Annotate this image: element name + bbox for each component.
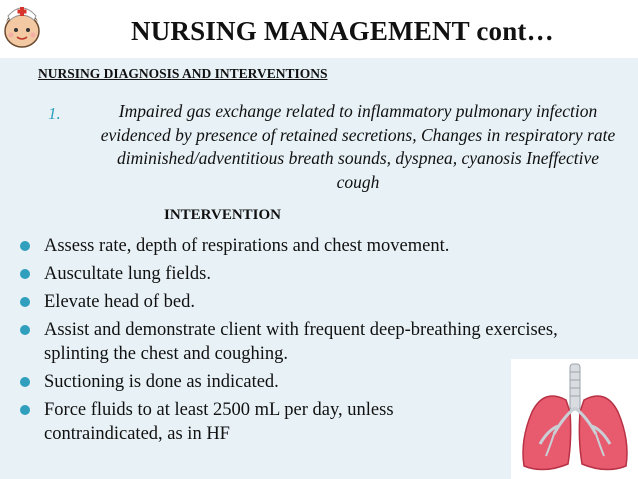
lungs-icon <box>514 360 636 478</box>
intervention-heading: INTERVENTION <box>164 207 281 223</box>
diagnosis-text: Impaired gas exchange related to inflammatory pulmonary infection evidenced by presence of retained secretions, Changes in respiratory rate diminished/adventitious breath sounds, dyspnea, cyanosis Ineffective cough <box>100 101 616 192</box>
bullet-dot-icon <box>20 325 30 335</box>
list-item-text: Force fluids to at least 2500 mL per day, unless contraindicated, as in HF <box>44 400 394 444</box>
list-item <box>18 290 608 314</box>
list-item-text: Assist and demonstrate client with frequent deep-breathing exercises, splinting the chest and coughing. <box>44 320 558 364</box>
list-item-text: Auscultate lung fields. <box>44 264 211 284</box>
list-item-text: Assess rate, depth of respirations and chest movement. <box>44 236 450 256</box>
list-item-text: Suctioning is done as indicated. <box>44 372 279 392</box>
list-item <box>18 398 504 446</box>
bullet-dot-icon <box>20 377 30 387</box>
list-item <box>18 262 608 286</box>
list-item <box>18 234 608 258</box>
item-number: 1. <box>48 104 61 123</box>
section-subtitle: NURSING DIAGNOSIS AND INTERVENTIONS <box>38 66 328 81</box>
bullet-dot-icon <box>20 269 30 279</box>
list-item-text: Elevate head of bed. <box>44 292 196 312</box>
bullet-dot-icon <box>20 241 30 251</box>
nurse-mascot-icon <box>0 0 46 52</box>
bullet-dot-icon <box>20 405 30 415</box>
bullet-dot-icon <box>20 297 30 307</box>
slide-title: NURSING MANAGEMENT cont… <box>131 16 554 46</box>
